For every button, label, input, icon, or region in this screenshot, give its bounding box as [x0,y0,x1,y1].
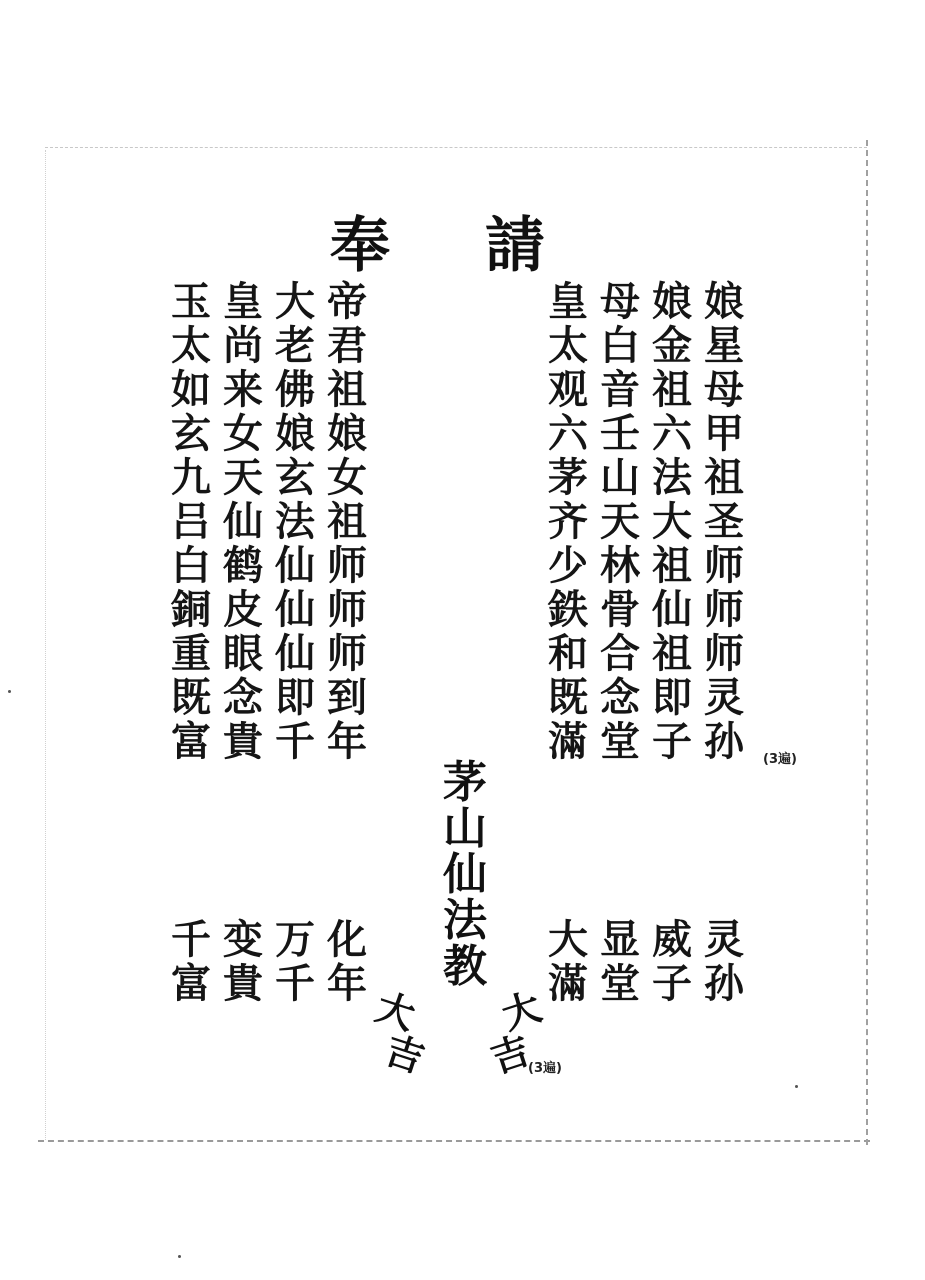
verse-char: 天 [223,454,263,501]
verse-line [165,456,373,500]
verse-char: 貴 [223,718,263,765]
verse-char: 老 [275,322,315,369]
vertical-title-char: 山 [443,803,487,854]
verse-char: 灵 [704,674,744,721]
verse-char: 化 [327,916,367,963]
verse-char: 富 [171,718,211,765]
verse-char: 眼 [223,630,263,677]
verse-char: 皇 [548,278,588,325]
vertical-title [430,757,500,992]
verse-char: 既 [171,674,211,721]
verse-line [165,280,373,324]
right-invocation-column [542,280,750,764]
verse-char: 貴 [223,960,263,1007]
verse-char: 念 [600,674,640,721]
verse-line [542,632,750,676]
verse-char: 金 [652,322,692,369]
scan-speck [8,690,11,693]
verse-line [542,500,750,544]
closing-char: 吉 [379,1026,430,1082]
verse-char: 仙 [275,630,315,677]
verse-line [165,412,373,456]
verse-line [165,368,373,412]
verse-char: 师 [704,586,744,633]
page-border-top [45,147,867,148]
verse-line [542,324,750,368]
verse-line [542,720,750,764]
vertical-title-char: 茅 [443,757,487,808]
verse-line [165,918,373,962]
scan-speck [795,1085,798,1088]
verse-char: 九 [171,454,211,501]
verse-char: 师 [704,542,744,589]
verse-char: 少 [548,542,588,589]
verse-char: 吕 [171,498,211,545]
verse-char: 师 [327,630,367,677]
verse-line [165,632,373,676]
verse-char: 山 [600,454,640,501]
verse-line [165,500,373,544]
verse-char: 重 [171,630,211,677]
verse-char: 观 [548,366,588,413]
verse-char: 法 [275,498,315,545]
verse-char: 大 [652,498,692,545]
verse-char: 大 [548,916,588,963]
verse-line [165,720,373,764]
verse-char: 子 [652,718,692,765]
verse-char: 茅 [548,454,588,501]
verse-char: 白 [600,322,640,369]
verse-char: 孙 [704,960,744,1007]
verse-line [542,368,750,412]
closing-char: 大 [370,983,421,1039]
verse-char: 鉄 [548,586,588,633]
vertical-title-char: 仙 [443,849,487,900]
page-border-bottom [38,1140,870,1142]
verse-line [165,324,373,368]
verse-line [165,588,373,632]
verse-char: 既 [548,674,588,721]
verse-char: 仙 [275,542,315,589]
verse-line [542,412,750,456]
verse-char: 君 [327,322,367,369]
verse-char: 甲 [704,410,744,457]
verse-char: 星 [704,322,744,369]
verse-char: 到 [327,674,367,721]
verse-char: 显 [600,916,640,963]
verse-char: 祖 [652,542,692,589]
page-title [330,198,545,284]
verse-char: 即 [652,674,692,721]
verse-char: 来 [223,366,263,413]
verse-char: 灵 [704,916,744,963]
verse-char: 即 [275,674,315,721]
verse-char: 母 [600,278,640,325]
verse-char: 壬 [600,410,640,457]
verse-char: 娘 [652,278,692,325]
verse-char: 佛 [275,366,315,413]
verse-char: 太 [548,322,588,369]
verse-char: 六 [548,410,588,457]
verse-char: 合 [600,630,640,677]
verse-char: 如 [171,366,211,413]
verse-char: 师 [327,586,367,633]
verse-char: 仙 [223,498,263,545]
left-invocation-column [165,280,373,764]
verse-char: 圣 [704,498,744,545]
verse-char: 年 [327,718,367,765]
verse-char: 母 [704,366,744,413]
verse-char: 銅 [171,586,211,633]
verse-char: 富 [171,960,211,1007]
verse-char: 千 [275,718,315,765]
verse-char: 音 [600,366,640,413]
verse-char: 念 [223,674,263,721]
vertical-title-char: 法 [443,895,487,946]
title-char-right: 請 [485,211,547,281]
title-char-left: 奉 [330,211,392,281]
verse-char: 齐 [548,498,588,545]
closing-char: 大 [496,983,547,1039]
verse-char: 太 [171,322,211,369]
scan-speck [178,1255,181,1258]
verse-char: 祖 [652,630,692,677]
bottom-right-column [542,918,750,1006]
verse-char: 鹤 [223,542,263,589]
verse-char: 师 [327,542,367,589]
verse-char: 堂 [600,960,640,1007]
verse-char: 威 [652,916,692,963]
verse-char: 骨 [600,586,640,633]
page-border-left [45,150,46,1140]
verse-char: 年 [327,960,367,1007]
verse-line [542,962,750,1006]
verse-char: 帝 [327,278,367,325]
repeat-note-top: (3遍) [763,752,797,767]
verse-char: 林 [600,542,640,589]
verse-line [165,962,373,1006]
verse-char: 法 [652,454,692,501]
verse-char: 娘 [327,410,367,457]
verse-char: 娘 [275,410,315,457]
verse-char: 仙 [275,586,315,633]
verse-char: 千 [171,916,211,963]
verse-char: 皇 [223,278,263,325]
repeat-note-bottom: (3遍) [528,1061,562,1076]
verse-char: 天 [600,498,640,545]
verse-char: 玉 [171,278,211,325]
verse-char: 堂 [600,718,640,765]
verse-char: 仙 [652,586,692,633]
verse-char: 滿 [548,960,588,1007]
verse-line [542,456,750,500]
verse-char: 和 [548,630,588,677]
closing-char: 吉 [485,1027,536,1082]
verse-char: 大 [275,278,315,325]
vertical-title-char: 教 [443,941,487,992]
verse-char: 女 [223,410,263,457]
page-border-right [866,140,868,1145]
verse-char: 滿 [548,718,588,765]
verse-line [542,676,750,720]
verse-char: 变 [223,916,263,963]
verse-char: 祖 [704,454,744,501]
bottom-left-column [165,918,373,1006]
verse-char: 祖 [327,366,367,413]
verse-line [542,544,750,588]
verse-char: 万 [275,916,315,963]
verse-char: 玄 [171,410,211,457]
verse-line [165,544,373,588]
verse-char: 祖 [652,366,692,413]
verse-line [542,280,750,324]
verse-char: 皮 [223,586,263,633]
verse-char: 六 [652,410,692,457]
verse-char: 玄 [275,454,315,501]
verse-line [542,918,750,962]
verse-char: 白 [171,542,211,589]
verse-char: 娘 [704,278,744,325]
verse-char: 女 [327,454,367,501]
verse-char: 祖 [327,498,367,545]
verse-line [542,588,750,632]
verse-line [165,676,373,720]
verse-char: 孙 [704,718,744,765]
verse-char: 子 [652,960,692,1007]
verse-char: 尚 [223,322,263,369]
verse-char: 师 [704,630,744,677]
verse-char: 千 [275,960,315,1007]
